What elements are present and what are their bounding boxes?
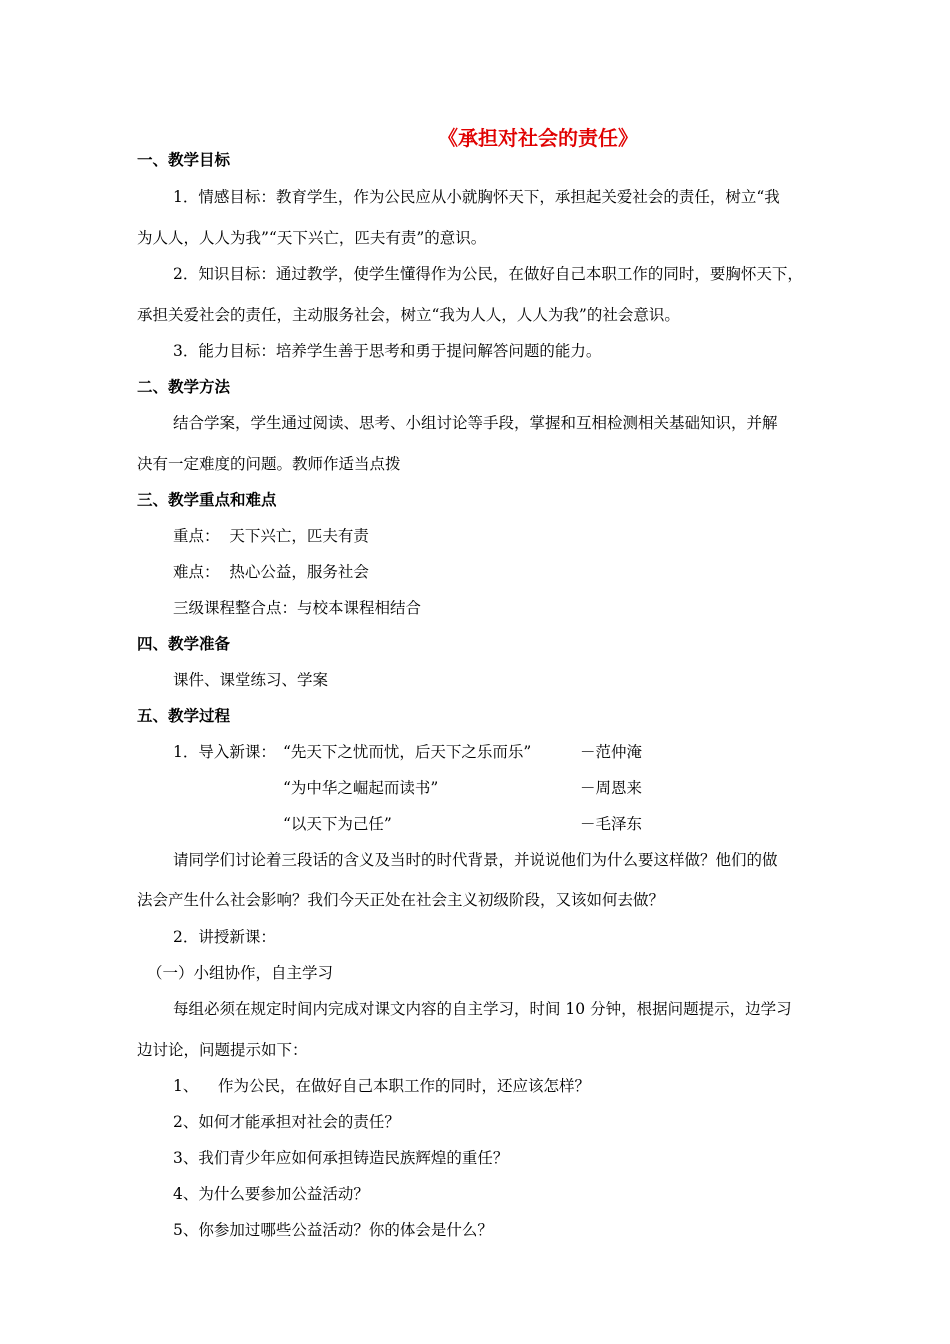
intro-label: 1．导入新课： (173, 743, 276, 761)
section-heading-objectives: 一、教学目标 (137, 151, 231, 169)
paragraph-line: 1．情感目标：教育学生，作为公民应从小就胸怀天下，承担起关爱社会的责任，树立“我 (173, 188, 780, 206)
paragraph-line: 法会产生什么社会影响？我们今天正处在社会主义初级阶段，又该如何去做？ (137, 891, 665, 909)
quote-author: －范仲淹 (580, 743, 643, 761)
paragraph-line: 2．知识目标：通过教学，使学生懂得作为公民，在做好自己本职工作的同时，要胸怀天下， (173, 265, 803, 283)
section-heading-process: 五、教学过程 (137, 707, 231, 725)
paragraph-line: 承担关爱社会的责任，主动服务社会，树立“我为人人，人人为我”的社会意识。 (137, 306, 680, 324)
quote-author: －毛泽东 (580, 815, 643, 833)
key-point: 重点： 天下兴亡，匹夫有责 (173, 527, 369, 545)
integration-point: 三级课程整合点：与校本课程相结合 (173, 599, 422, 617)
paragraph-line: 请同学们讨论着三段话的含义及当时的时代背景，并说说他们为什么要这样做？他们的做 (173, 851, 778, 869)
paragraph-line: 边讨论，问题提示如下： (137, 1041, 308, 1059)
question-number: 1、 (173, 1077, 199, 1095)
preparation-items: 课件、课堂练习、学案 (173, 671, 329, 689)
section-heading-methods: 二、教学方法 (137, 378, 231, 396)
section-heading-key-points: 三、教学重点和难点 (137, 491, 277, 509)
paragraph-line: 3．能力目标：培养学生善于思考和勇于提问解答问题的能力。 (173, 342, 602, 360)
quote-text: “为中华之崛起而读书” (283, 779, 439, 797)
section-heading-preparation: 四、教学准备 (137, 635, 231, 653)
quote-text: “先天下之忧而忧，后天下之乐而乐” (283, 743, 532, 761)
paragraph-line: 为人人，人人为我”“天下兴亡，匹夫有责”的意识。 (137, 229, 487, 247)
quote-text: “以天下为己任” (283, 815, 392, 833)
question-item: 5、你参加过哪些公益活动？你的体会是什么？ (173, 1221, 493, 1239)
question-item: 4、为什么要参加公益活动？ (173, 1185, 369, 1203)
quote-author: －周恩来 (580, 779, 643, 797)
question-item: 3、我们青少年应如何承担铸造民族辉煌的重任？ (173, 1149, 509, 1167)
paragraph-line: 结合学案，学生通过阅读、思考、小组讨论等手段，掌握和互相检测相关基础知识，并解 (173, 414, 778, 432)
document-title: 《承担对社会的责任》 (438, 126, 638, 150)
question-text: 作为公民，在做好自己本职工作的同时，还应该怎样？ (218, 1077, 591, 1095)
paragraph-line: 决有一定难度的问题。教师作适当点拨 (137, 455, 401, 473)
difficult-point: 难点： 热心公益，服务社会 (173, 563, 369, 581)
subsection-heading: （一）小组协作，自主学习 (147, 964, 334, 982)
paragraph-line: 每组必须在规定时间内完成对课文内容的自主学习，时间 10 分钟，根据问题提示，边学习 (173, 1000, 792, 1018)
new-lesson-label: 2．讲授新课： (173, 928, 276, 946)
question-item: 2、如何才能承担对社会的责任？ (173, 1113, 400, 1131)
